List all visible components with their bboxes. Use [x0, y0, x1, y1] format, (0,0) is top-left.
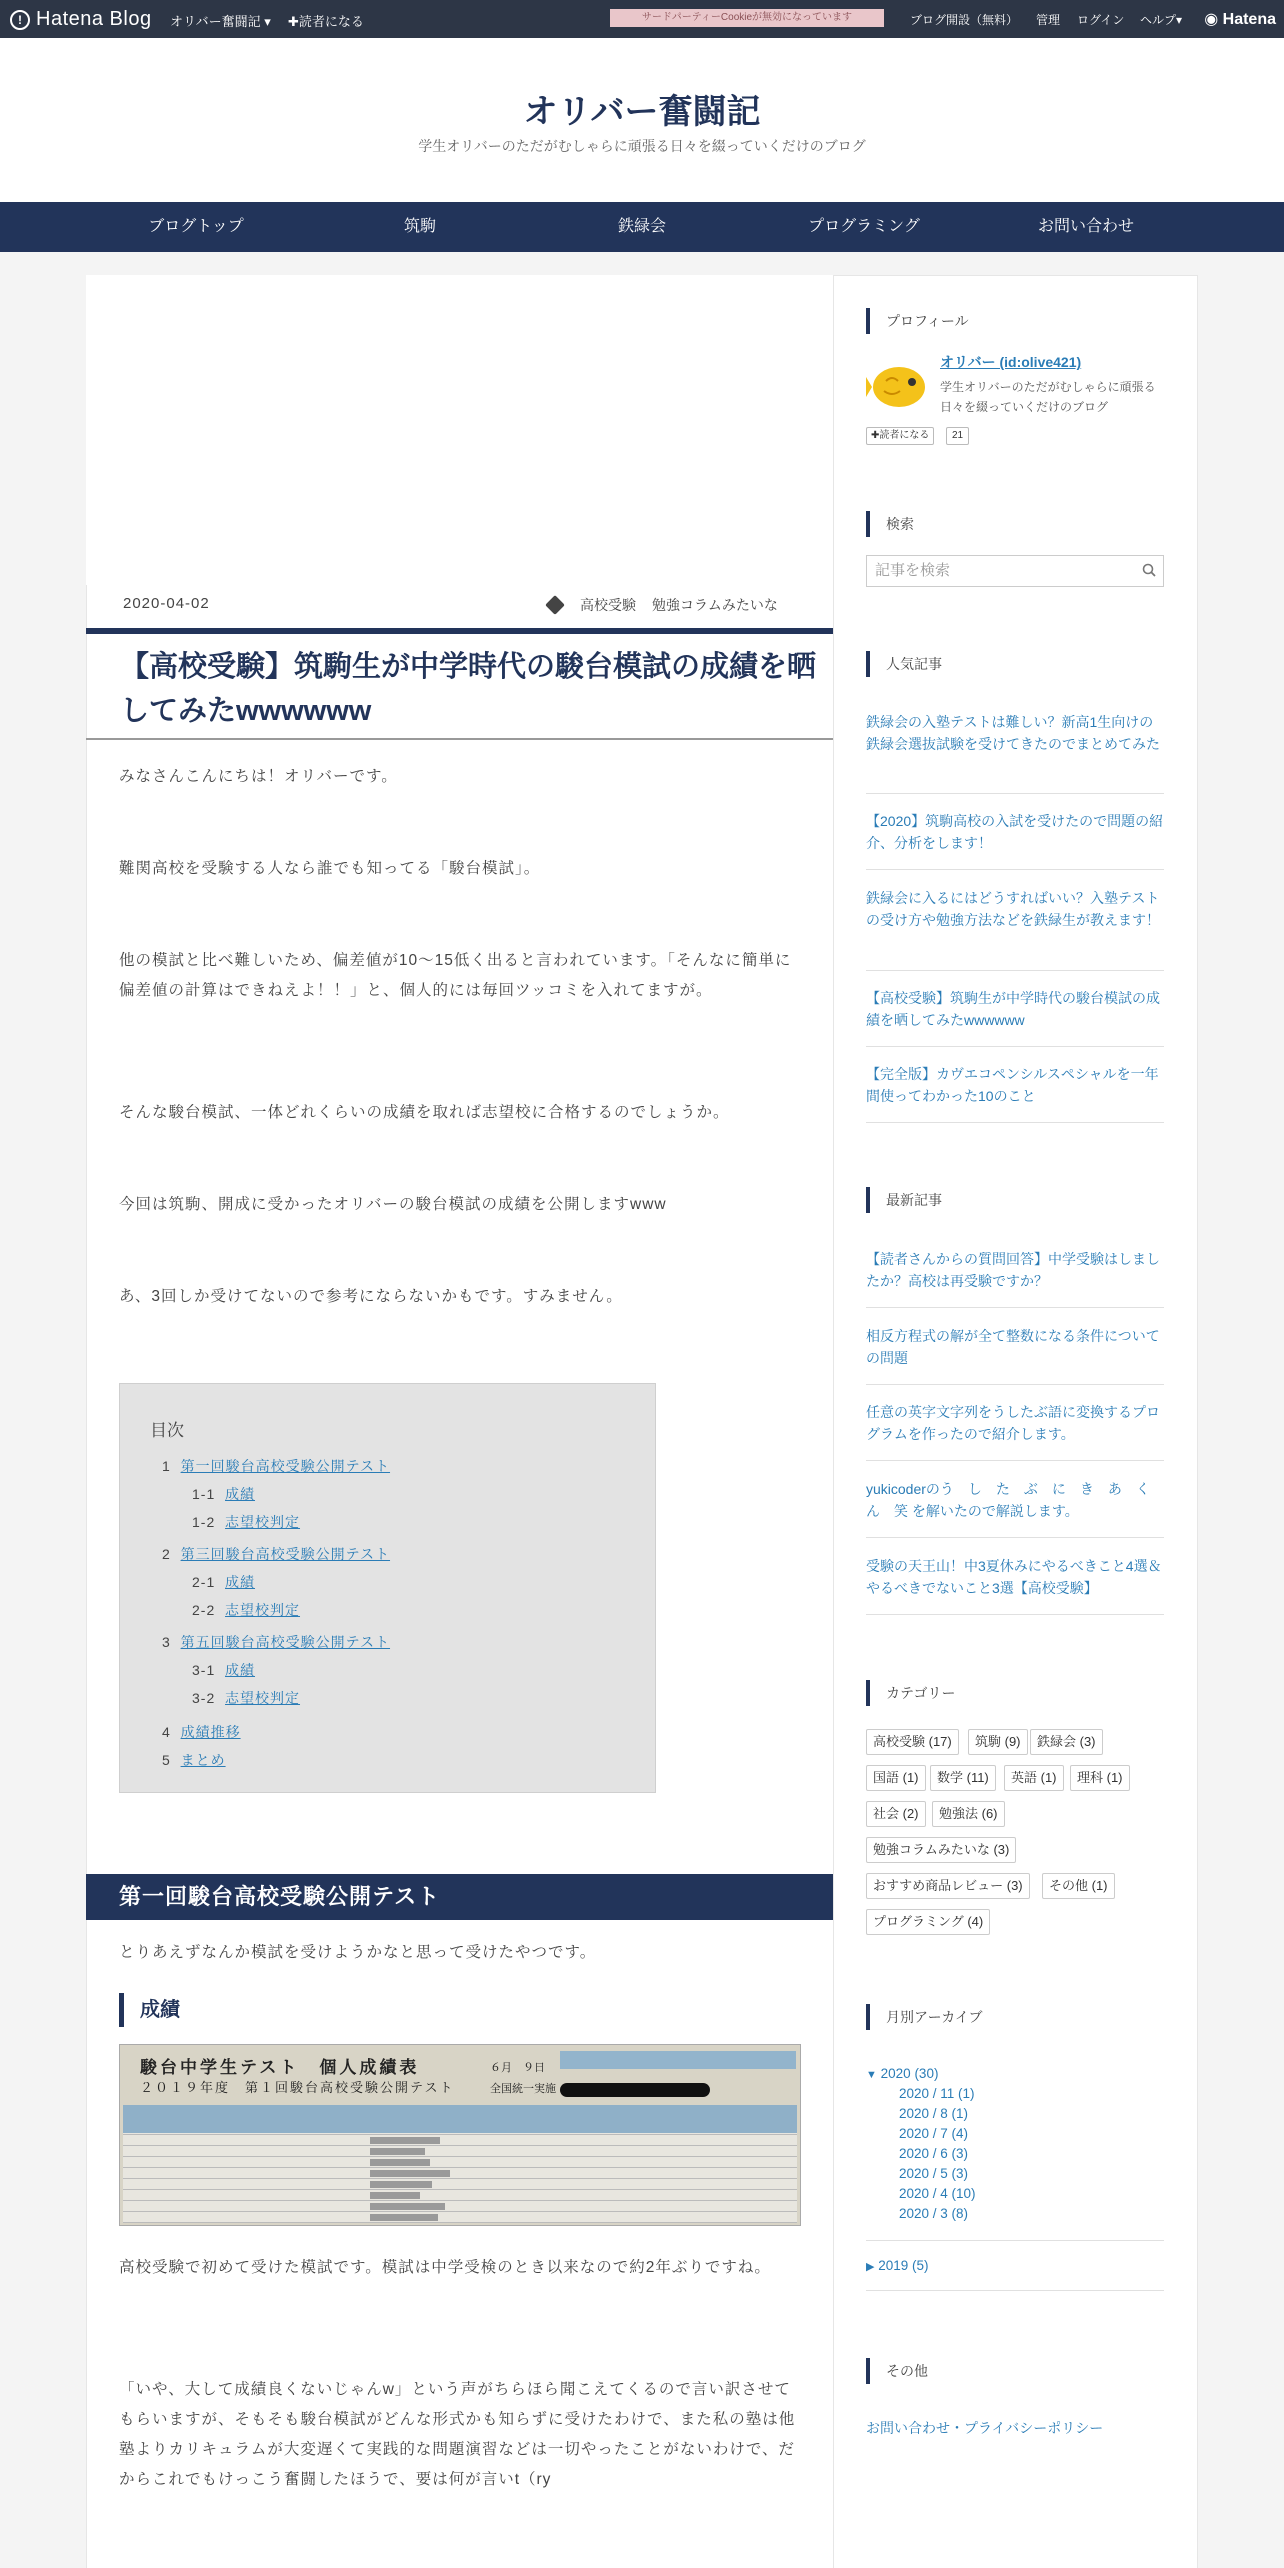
toc-link[interactable]: 第五回駿台高校受験公開テスト [180, 1634, 391, 1650]
sidebar-heading-profile: プロフィール [866, 308, 969, 334]
recent-article-link[interactable]: 任意の英字文字列をうしたぶ語に変換するプログラムを作ったので紹介します。 [866, 1404, 1160, 1442]
category-link[interactable]: 勉強コラムみたいな [652, 597, 778, 613]
divider [866, 1614, 1164, 1615]
subscribe-label: 読者になる [298, 14, 364, 29]
archive-year-2019[interactable] [866, 2258, 929, 2273]
toc-link[interactable]: 成績 [225, 1662, 256, 1678]
entry-paragraph: 難関高校を受験する人なら誰でも知ってる「駿台模試」。 [119, 860, 541, 877]
hatena-logo-icon: ◉ [1204, 11, 1223, 28]
toc-item[interactable] [162, 1722, 241, 1742]
sidebar-heading-archive: 月別アーカイブ [866, 2004, 982, 2030]
nav-tetsuryokukai[interactable]: 鉄緑会 [617, 218, 666, 235]
toc-link[interactable]: 成績推移 [180, 1724, 241, 1740]
archive-month[interactable]: 2020 / 4 (10) [899, 2186, 976, 2201]
score-image-header [560, 2051, 796, 2069]
score-image-title: 駿台中学生テスト 個人成績表 [140, 2058, 420, 2077]
popular-article-link[interactable]: 【高校受験】筑駒生が中学時代の駿台模試の成績を晒してみたwwwwww [866, 990, 1160, 1028]
toc-link[interactable]: 志望校判定 [225, 1514, 301, 1530]
recent-article-link[interactable]: 【読者さんからの質問回答】中学受験はしましたか？高校は再受験ですか？ [866, 1251, 1160, 1289]
archive-year-label: 2020 (30) [880, 2066, 939, 2081]
divider [866, 1307, 1164, 1308]
table-of-contents [119, 1383, 656, 1793]
toc-item[interactable] [192, 1688, 300, 1708]
divider [866, 1122, 1164, 1123]
toc-number: 3-1 [192, 1662, 216, 1678]
sidebar-divider [833, 275, 834, 2568]
nav-blog-top[interactable]: ブログトップ [148, 218, 244, 235]
sidebar-heading-search: 検索 [866, 511, 914, 537]
entry-paragraph: みなさんこんにちは！オリバーです。 [119, 768, 398, 785]
popular-article-link[interactable]: 鉄緑会の入塾テストは難しい？新高1生向けの鉄緑会選抜試験を受けてきたのでまとめてみた [866, 714, 1160, 752]
blog-menu[interactable] [170, 11, 271, 30]
toc-item[interactable] [162, 1456, 390, 1476]
toc-item[interactable] [192, 1600, 300, 1620]
divider [866, 869, 1164, 870]
popular-article-link[interactable]: 【2020】筑駒高校の入試を受けたので問題の紹介、分析をします！ [866, 813, 1164, 851]
entry-paragraph: 高校受験で初めて受けた模試です。模試は中学受検のとき以来なので約2年ぶりですね。 [119, 2259, 771, 2276]
ad-space [86, 275, 833, 585]
archive-month[interactable]: 2020 / 8 (1) [899, 2106, 969, 2121]
toc-link[interactable]: 第三回駿台高校受験公開テスト [180, 1546, 391, 1562]
triangle-right-icon: ▶ [866, 2261, 875, 2273]
category-tag[interactable]: 国語 (1) [866, 1765, 926, 1791]
entry-paragraph: あ、3回しか受けてないので参考にならないかもです。すみません。 [119, 1288, 623, 1305]
toc-number: 4 [162, 1724, 171, 1740]
category-tag[interactable]: おすすめ商品レビュー (3) [866, 1873, 1030, 1899]
category-tag[interactable]: 勉強コラムみたいな (3) [866, 1837, 1016, 1863]
toc-number: 2-1 [192, 1574, 216, 1590]
score-image-date: ６月 ９日 [490, 2062, 545, 2074]
blog-menu-label: オリバー奮闘記 [170, 14, 261, 29]
toc-number: 2-2 [192, 1602, 216, 1618]
help-menu[interactable] [1140, 11, 1182, 28]
cookie-notice: サードパーティーCookieが無効になっています [610, 9, 884, 27]
toc-item[interactable] [192, 1572, 255, 1592]
search-input[interactable]: 記事を検索 [866, 555, 1164, 587]
profile-name-link[interactable]: オリバー (id:olive421) [940, 354, 1082, 370]
toc-item[interactable] [162, 1750, 226, 1770]
blog-title[interactable]: オリバー奮闘記 [523, 93, 761, 131]
subscribe-topbar-button[interactable] [288, 11, 364, 30]
toc-number: 3 [162, 1634, 171, 1650]
toc-link[interactable]: 志望校判定 [225, 1690, 301, 1706]
divider [866, 1046, 1164, 1047]
toc-item[interactable] [192, 1660, 255, 1680]
recent-article-link[interactable]: 受験の天王山！中3夏休みにやるべきこと4選＆やるべきでないこと3選【高校受験】 [866, 1558, 1162, 1596]
toc-item[interactable] [162, 1632, 390, 1652]
entry-paragraph: 「いや、大して成績良くないじゃんw」という声がちらほら聞こえてくるので言い訳させてもらいますが、そもそも駿台模試がどんな形式かも知らずに受けたわけで、また私の塾は他塾よりカリキュラムが大変遅くて実践的な問題演習などは一切やったことがないわけで、だからこれでもけっこう奮闘したほうで、要は何が言いt（ry [119, 2381, 796, 2488]
score-bar [370, 2192, 420, 2199]
category-tag[interactable]: 数学 (11) [930, 1765, 996, 1791]
category-tag[interactable]: 社会 (2) [866, 1801, 926, 1827]
caret-down-icon: ▾ [1176, 13, 1183, 27]
archive-month[interactable]: 2020 / 7 (4) [899, 2126, 969, 2141]
entry-date[interactable]: 2020-04-02 [123, 595, 210, 612]
archive-month[interactable]: 2020 / 6 (3) [899, 2146, 969, 2161]
sidebar-heading-categories: カテゴリー [866, 1680, 955, 1706]
help-label: ヘルプ [1140, 13, 1177, 27]
divider [866, 970, 1164, 971]
hatena-logo-icon: ! [10, 10, 30, 30]
score-image-scope: 全国統一実施 [490, 2083, 556, 2095]
score-bar [370, 2159, 430, 2166]
divider [866, 793, 1164, 794]
plus-icon: ✚ [871, 430, 880, 441]
nav-programming[interactable]: プログラミング [808, 218, 920, 235]
archive-month[interactable]: 2020 / 5 (3) [899, 2166, 969, 2181]
score-bar [370, 2137, 440, 2144]
score-bar [370, 2170, 450, 2177]
subscriber-count: 21 [946, 427, 969, 445]
archive-year-2020[interactable] [866, 2066, 938, 2081]
category-tag[interactable]: その他 (1) [1042, 1873, 1115, 1899]
blog-description: 学生オリバーのただがむしゃらに頑張る日々を綴っていくだけのブログ [418, 138, 866, 154]
open-blog-link[interactable]: ブログ開設（無料） [910, 13, 1019, 27]
subsection-heading: 成績 [119, 1993, 180, 2027]
score-bar [370, 2203, 445, 2210]
category-tag[interactable]: 筑駒 (9) [968, 1729, 1028, 1755]
toc-number: 3-2 [192, 1690, 216, 1706]
score-bar [370, 2148, 425, 2155]
score-report-image[interactable] [119, 2044, 801, 2226]
recent-article-link[interactable]: 相反方程式の解が全て整数になる条件についての問題 [866, 1328, 1160, 1366]
toc-link[interactable]: 成績 [225, 1486, 256, 1502]
recent-article-link[interactable]: yukicoderのう し た ぶ に き あ く ん 笑 を解いたので解説します。 [866, 1481, 1164, 1519]
hatena-topbar [0, 0, 1284, 38]
admin-link[interactable]: 管理 [1036, 13, 1061, 27]
toc-title: 目次 [150, 1421, 184, 1440]
divider [866, 1537, 1164, 1538]
toc-link[interactable]: 成績 [225, 1574, 256, 1590]
subscribe-button[interactable] [866, 427, 934, 445]
score-bar [370, 2181, 432, 2188]
logo-text: Hatena Blog [36, 8, 152, 30]
category-tag[interactable]: 勉強法 (6) [932, 1801, 1005, 1827]
toc-link[interactable]: まとめ [180, 1752, 226, 1768]
score-table-grid [123, 2133, 797, 2223]
redacted-name [560, 2083, 710, 2097]
score-image-subtitle: ２０１９年度 第１回駿台高校受験公開テスト [140, 2080, 455, 2095]
title-underline [86, 738, 833, 740]
divider [866, 1384, 1164, 1385]
archive-year-label: 2019 (5) [878, 2258, 929, 2273]
toc-number: 1 [162, 1458, 171, 1474]
blog-header [0, 38, 1284, 202]
nav-contact[interactable]: お問い合わせ [1037, 218, 1134, 235]
entry-paragraph: そんな駿台模試、一体どれくらいの成績を取れば志望校に合格するのでしょうか。 [119, 1104, 730, 1121]
section-heading: 第一回駿台高校受験公開テスト [86, 1874, 833, 1920]
toc-link[interactable]: 第一回駿台高校受験公開テスト [180, 1458, 391, 1474]
toc-number: 1-2 [192, 1514, 216, 1530]
login-link[interactable]: ログイン [1077, 13, 1125, 27]
toc-item[interactable] [162, 1544, 390, 1564]
entry-title[interactable]: 【高校受験】筑駒生が中学時代の駿台模試の成績を晒してみたwwwwww [120, 651, 817, 727]
popular-article-link[interactable]: 【完全版】カヴエコペンシルスペシャルを一年間使ってわかった10のこと [866, 1066, 1159, 1104]
entry-paragraph: 今回は筑駒、開成に受かったオリバーの駿台模試の成績を公開しますwww [119, 1196, 667, 1213]
toc-number: 1-1 [192, 1486, 216, 1502]
sidebar-heading-popular: 人気記事 [866, 651, 942, 677]
entry-paragraph: 他の模試と比べ難しいため、偏差値が10〜15低く出ると言われています。「そんなに簡単に偏差値の計算はできねえよ！！」と、個人的には毎回ツッコミを入れてますが。 [119, 952, 792, 999]
archive-month[interactable]: 2020 / 3 (8) [899, 2206, 969, 2221]
category-tag[interactable]: 理科 (1) [1070, 1765, 1130, 1791]
category-tag[interactable]: プログラミング (4) [866, 1909, 990, 1935]
toc-item[interactable] [192, 1512, 300, 1532]
profile-avatar[interactable] [866, 355, 930, 415]
nav-tsukukoma[interactable]: 筑駒 [403, 218, 436, 235]
profile-description: 学生オリバーのただがむしゃらに頑張る日々を綴っていくだけのブログ [940, 380, 1156, 414]
search-icon[interactable] [1142, 563, 1156, 577]
title-top-border [86, 628, 833, 634]
divider [866, 2240, 1164, 2241]
entry-paragraph: とりあえずなんか模試を受けようかなと思って受けたやつです。 [119, 1944, 597, 1961]
global-nav [0, 202, 1284, 252]
subscribe-label: 読者になる [879, 430, 930, 441]
category-tag[interactable]: 鉄緑会 (3) [1030, 1729, 1103, 1755]
divider [866, 2290, 1164, 2291]
contact-privacy-link[interactable]: お問い合わせ・プライバシーポリシー [866, 2420, 1104, 2436]
toc-item[interactable] [192, 1484, 255, 1504]
hatena-blog-logo[interactable] [10, 8, 152, 31]
tag-icon [545, 595, 565, 615]
popular-article-link[interactable]: 鉄緑会に入るにはどうすればいい？入塾テストの受け方や勉強方法などを鉄緑生が教えます！ [866, 890, 1160, 928]
plus-icon: ✚ [288, 14, 299, 29]
category-tag[interactable]: 高校受験 (17) [866, 1729, 959, 1755]
archive-month[interactable]: 2020 / 11 (1) [899, 2086, 975, 2101]
entry-categories [548, 595, 778, 615]
category-tag[interactable]: 英語 (1) [1004, 1765, 1064, 1791]
hatena-link[interactable] [1204, 9, 1276, 29]
score-bar [370, 2214, 438, 2221]
sidebar-heading-recent: 最新記事 [866, 1187, 942, 1213]
score-table-header [123, 2105, 797, 2133]
toc-link[interactable]: 志望校判定 [225, 1602, 301, 1618]
toc-number: 2 [162, 1546, 171, 1562]
category-link[interactable]: 高校受験 [580, 597, 636, 613]
sidebar-heading-other: その他 [866, 2358, 928, 2384]
caret-down-icon: ▾ [264, 14, 271, 29]
divider [866, 1460, 1164, 1461]
triangle-down-icon: ▼ [866, 2069, 877, 2081]
toc-number: 5 [162, 1752, 171, 1768]
hatena-label: Hatena [1222, 11, 1276, 28]
